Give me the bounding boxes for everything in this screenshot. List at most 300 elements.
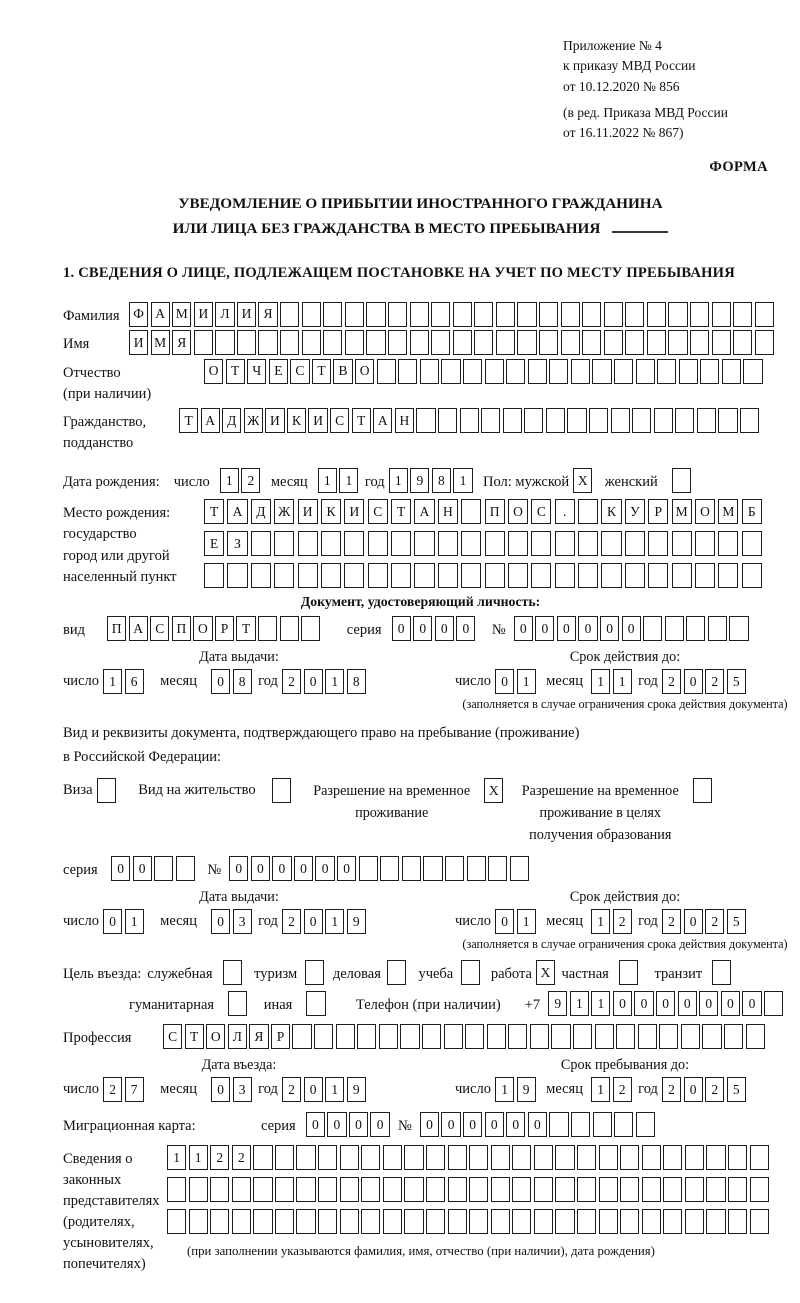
legal-reps-cell [620,1209,639,1234]
given-name-cell [410,330,429,355]
res-series-cell: 0 [133,856,152,881]
birth-place-cell: Н [438,499,458,524]
patronymic-cell [398,359,417,384]
surname-cell: Л [215,302,234,327]
given-name-cell [625,330,644,355]
mig-series-cell: 0 [349,1112,368,1137]
doc-number-cell [665,616,684,641]
entry-year-cell: 9 [347,1077,366,1102]
birth-place-cell [648,531,668,556]
citizenship-cell [654,408,673,433]
given-name-cell [517,330,536,355]
mig-number-cell: 0 [463,1112,482,1137]
res-number-cell [402,856,421,881]
legal-reps-cell [620,1177,639,1202]
phone-cell: 0 [656,991,675,1016]
given-name-row [63,330,778,355]
purpose-humanitarian-cell [228,991,247,1016]
birth-month-cell: 1 [318,468,337,493]
id-issue-heading: Дата выдачи: [199,649,279,666]
patronymic-cell [420,359,439,384]
doc-type-cell [280,616,299,641]
legal-reps-cell [275,1145,294,1170]
sex-female-cell [672,468,691,493]
doc-number-label: № [491,622,506,639]
citizenship-row [63,408,778,454]
id-valid-year-cell: 5 [727,669,746,694]
given-name-cell [258,330,277,355]
surname-cell [539,302,558,327]
entry-year-cell: 1 [325,1077,344,1102]
purpose-official-label: служебная [147,966,213,983]
surname-cell [431,302,450,327]
doc-type-cell [301,616,320,641]
res-valid-year-cell: 2 [705,909,724,934]
entry-year-cells [282,1077,368,1102]
legal-reps-cell [491,1209,510,1234]
phone-cell: 0 [634,991,653,1016]
birth-place-cell [391,563,411,588]
surname-cells [129,302,776,327]
citizenship-cell [740,408,759,433]
birth-place-cell [718,563,738,588]
entry-day-cells [103,1077,146,1102]
doc-number-cell: 0 [535,616,554,641]
res-valid-year-label: год [638,913,658,930]
legal-reps-note: (при заполнении указываются фамилия, имя, отчество (при наличии), дата рождения) [187,1244,655,1259]
visa-cell [97,778,116,803]
legal-reps-cell [210,1177,229,1202]
res-valid-month-cell: 1 [591,909,610,934]
patronymic-cell: О [204,359,223,384]
entry-month-label: месяц [160,1081,197,1098]
res-issue-month-cells [211,909,254,934]
res-issue-year-cell: 0 [304,909,323,934]
birth-place-row [63,499,778,588]
mig-number-cell [614,1112,633,1137]
birth-place-cell [274,531,294,556]
patronymic-cells [204,359,765,384]
entry-purpose-row2 [129,991,778,1016]
mig-number-cell [571,1112,590,1137]
res-valid-heading: Срок действия до: [569,889,681,906]
legal-reps-cell [318,1145,337,1170]
surname-cell [366,302,385,327]
res-series-label: серия [63,862,98,879]
birth-place-label: Место рождения: государство город или другой населенный пункт [63,505,177,585]
legal-reps-cell [253,1145,272,1170]
purpose-private-cell [619,960,638,985]
legal-reps-cell [167,1177,186,1202]
profession-cell [465,1024,484,1049]
legal-reps-cell [685,1209,704,1234]
stay-year-cell: 2 [662,1077,681,1102]
residence-doc-dates [63,889,788,952]
legal-reps-cell [426,1209,445,1234]
id-issue-month-label: месяц [160,673,197,690]
legal-reps-cell [426,1177,445,1202]
doc-number-cell: 0 [514,616,533,641]
citizenship-cells [179,408,762,433]
patronymic-cell [485,359,504,384]
mig-series-label: серия [261,1118,296,1135]
surname-cell [345,302,364,327]
phone-cell: 0 [721,991,740,1016]
mig-series-cell: 0 [306,1112,325,1137]
form-title [63,192,778,241]
birth-date-label: Дата рождения: [63,474,160,491]
birth-place-cell [344,531,364,556]
purpose-private-label: частная [561,966,609,983]
temp-permit-edu-cell [693,778,712,803]
res-number-cell [445,856,464,881]
migration-card-row [63,1112,778,1137]
legal-reps-cell [750,1209,769,1234]
legal-reps-cells-row1 [167,1145,771,1170]
given-name-cell [302,330,321,355]
legal-reps-cell [275,1209,294,1234]
res-number-cell [510,856,529,881]
birth-place-cell [414,563,434,588]
res-issue-day-cell: 1 [125,909,144,934]
patronymic-cell [700,359,719,384]
surname-cell [604,302,623,327]
given-name-cell [388,330,407,355]
entry-day-cell: 2 [103,1077,122,1102]
res-number-cell: 0 [272,856,291,881]
res-number-cell: 0 [315,856,334,881]
birth-place-cell [742,563,762,588]
legal-reps-cell [340,1209,359,1234]
purpose-study-label: учеба [418,966,454,983]
entry-purpose-label: Цель въезда: [63,966,142,983]
birth-place-cell [344,563,364,588]
id-valid-year-label: год [638,673,658,690]
legal-reps-cell [318,1177,337,1202]
given-name-cell [366,330,385,355]
birth-place-cell [438,563,458,588]
given-name-cell: М [151,330,170,355]
birth-place-cell [648,563,668,588]
res-issue-month-cell: 0 [211,909,230,934]
res-valid-year-cell: 5 [727,909,746,934]
temp-permit-checkbox [484,778,506,803]
appendix-block [63,36,778,143]
phone-cell: 1 [591,991,610,1016]
given-name-cell [561,330,580,355]
purpose-official-checkbox [223,960,245,985]
purpose-work-checkbox [536,960,558,985]
birth-place-cell: С [531,499,551,524]
surname-cell: М [172,302,191,327]
citizenship-cell [438,408,457,433]
res-valid-month-cells [591,909,634,934]
birth-place-cell [555,531,575,556]
birth-place-cell: К [321,499,341,524]
citizenship-cell [460,408,479,433]
purpose-official-cell [223,960,242,985]
doc-type-cells [107,616,323,641]
surname-cell [690,302,709,327]
res-valid-year-cell: 2 [662,909,681,934]
surname-cell [582,302,601,327]
surname-cell: Ф [129,302,148,327]
surname-cell: А [151,302,170,327]
profession-cell [357,1024,376,1049]
legal-reps-cell [296,1145,315,1170]
doc-type-cell: П [172,616,191,641]
stay-day-cell: 1 [495,1077,514,1102]
amendment-line-2: от 16.11.2022 № 867) [563,125,684,140]
profession-cell [638,1024,657,1049]
citizenship-cell [481,408,500,433]
entry-year-cell: 2 [282,1077,301,1102]
given-name-cell [690,330,709,355]
birth-year-label: год [364,474,385,491]
profession-cell [659,1024,678,1049]
entry-month-cells [211,1077,254,1102]
patronymic-row [63,359,778,405]
entry-dates [63,1057,778,1102]
birth-place-cell [298,563,318,588]
citizenship-cell [546,408,565,433]
stay-until-heading: Срок пребывания до: [560,1057,690,1074]
profession-cell [487,1024,506,1049]
purpose-private-checkbox [619,960,641,985]
citizenship-cell: И [265,408,284,433]
birth-place-cell [695,531,715,556]
birth-place-cells-row3 [204,563,765,588]
birth-place-cell: Ж [274,499,294,524]
birth-place-cell: А [227,499,247,524]
legal-reps-cell [491,1177,510,1202]
patronymic-cell: Ч [247,359,266,384]
surname-cell: И [194,302,213,327]
given-name-cell [215,330,234,355]
stay-month-cell: 2 [613,1077,632,1102]
residence-permit-label: Вид на жительство [138,782,256,799]
res-valid-year-cell: 0 [684,909,703,934]
profession-cell [422,1024,441,1049]
purpose-transit-checkbox [712,960,734,985]
patronymic-cell [657,359,676,384]
birth-place-cell [368,531,388,556]
legal-reps-cell [167,1209,186,1234]
id-issue-day-label: число [63,673,99,690]
birth-place-cell: П [485,499,505,524]
mig-number-cells [420,1112,657,1137]
sex-male-label: Пол: мужской [482,474,570,491]
doc-series-cells [392,616,478,641]
patronymic-cell [549,359,568,384]
surname-cell [668,302,687,327]
birth-place-cell [485,531,505,556]
id-issue-month-cells [211,669,254,694]
citizenship-cell [503,408,522,433]
mig-number-cell: 0 [420,1112,439,1137]
birth-place-cell: Р [648,499,668,524]
legal-reps-cell [512,1209,531,1234]
id-issue-year-cell: 1 [325,669,344,694]
citizenship-cell: С [330,408,349,433]
legal-reps-cell [340,1177,359,1202]
profession-cell [336,1024,355,1049]
identity-doc-dates [63,649,788,712]
birth-date-row [63,468,778,493]
surname-cell [474,302,493,327]
legal-reps-cell [232,1209,251,1234]
purpose-other-label: иная [263,997,293,1014]
citizenship-cell: К [287,408,306,433]
patronymic-cell: О [355,359,374,384]
citizenship-cell [718,408,737,433]
doc-series-cell: 0 [435,616,454,641]
res-number-cell [380,856,399,881]
profession-cell [508,1024,527,1049]
birth-place-cell [321,563,341,588]
purpose-tourism-checkbox [305,960,327,985]
given-name-cell [280,330,299,355]
birth-place-cell: Б [742,499,762,524]
sex-female-checkbox [672,468,694,493]
birth-month-cell: 1 [339,468,358,493]
res-valid-year-cells [662,909,748,934]
legal-reps-cell [404,1145,423,1170]
birth-year-cell: 1 [453,468,472,493]
id-valid-day-cell: 0 [495,669,514,694]
temp-permit-cell: X [484,778,503,803]
legal-reps-cell [706,1177,725,1202]
amendment-line-1: (в ред. Приказа МВД России [563,104,728,120]
birth-place-cell [485,563,505,588]
purpose-transit-cell [712,960,731,985]
birth-day-cell: 2 [241,468,260,493]
doc-series-cell: 0 [456,616,475,641]
given-name-cell [496,330,515,355]
id-valid-month-cell: 1 [591,669,610,694]
mig-number-cell [636,1112,655,1137]
doc-number-cell: 0 [578,616,597,641]
patronymic-label: Отчество (при наличии) [63,364,152,402]
id-issue-year-cell: 0 [304,669,323,694]
legal-reps-cell [296,1209,315,1234]
patronymic-cell [441,359,460,384]
mig-series-cell: 0 [370,1112,389,1137]
res-series-cell [176,856,195,881]
patronymic-cell: В [333,359,352,384]
profession-cell [530,1024,549,1049]
birth-place-cell [274,563,294,588]
birth-place-cell: У [625,499,645,524]
id-issue-year-label: год [258,673,278,690]
res-issue-month-cell: 3 [233,909,252,934]
birth-place-cell [531,531,551,556]
given-name-cell: Я [172,330,191,355]
legal-reps-cell [383,1177,402,1202]
doc-type-cell [258,616,277,641]
patronymic-cell [722,359,741,384]
birth-place-cell [601,563,621,588]
citizenship-cell: А [373,408,392,433]
birth-year-cell: 8 [432,468,451,493]
legal-reps-cell [404,1209,423,1234]
legal-reps-cell [448,1209,467,1234]
id-valid-year-cell: 2 [705,669,724,694]
legal-reps-cell [210,1209,229,1234]
residence-doc-options [63,778,778,846]
profession-cell [724,1024,743,1049]
phone-cells [548,991,785,1016]
legal-reps-cell [253,1177,272,1202]
entry-day-label: число [63,1081,99,1098]
stay-month-cells [591,1077,634,1102]
profession-cells [163,1024,767,1049]
birth-place-cell [391,531,411,556]
res-valid-month-label: месяц [546,913,583,930]
profession-label: Профессия [63,1030,132,1047]
given-name-cell [604,330,623,355]
mig-series-cell: 0 [327,1112,346,1137]
surname-cell [302,302,321,327]
given-name-cell [431,330,450,355]
birth-place-cell [578,563,598,588]
legal-reps-cell [555,1177,574,1202]
res-issue-year-cell: 2 [282,909,301,934]
legal-reps-cell [361,1209,380,1234]
title-blank-underline [612,218,668,233]
surname-label: Фамилия [63,307,120,324]
res-number-cell [423,856,442,881]
id-issue-month-cell: 0 [211,669,230,694]
given-name-cell [194,330,213,355]
legal-reps-cell [253,1209,272,1234]
doc-type-cell: Т [236,616,255,641]
legal-reps-cells-row2 [167,1177,771,1202]
legal-reps-cell [577,1177,596,1202]
res-valid-month-cell: 2 [613,909,632,934]
legal-reps-cell [663,1145,682,1170]
legal-reps-cell [728,1145,747,1170]
sex-female-label: женский [604,474,658,491]
citizenship-cell [567,408,586,433]
stay-year-label: год [638,1081,658,1098]
patronymic-cell: С [290,359,309,384]
stay-month-cell: 1 [591,1077,610,1102]
phone-cell: 1 [570,991,589,1016]
patronymic-cell [463,359,482,384]
profession-cell [681,1024,700,1049]
given-name-cell [474,330,493,355]
legal-reps-cell [534,1177,553,1202]
identity-doc-heading: Документ, удостоверяющий личность: [300,594,541,610]
given-name-cell [712,330,731,355]
id-valid-month-cell: 1 [613,669,632,694]
birth-place-cell [578,531,598,556]
purpose-work-cell: X [536,960,555,985]
citizenship-cell: Н [395,408,414,433]
stay-day-cells [495,1077,538,1102]
legal-reps-cell [663,1209,682,1234]
res-number-cell: 0 [229,856,248,881]
birth-year-cell: 9 [410,468,429,493]
res-number-cell [467,856,486,881]
birth-place-cell [461,563,481,588]
profession-cell [292,1024,311,1049]
legal-reps-cell [512,1145,531,1170]
res-number-label: № [207,862,222,879]
patronymic-cell [679,359,698,384]
res-series-cell [154,856,173,881]
